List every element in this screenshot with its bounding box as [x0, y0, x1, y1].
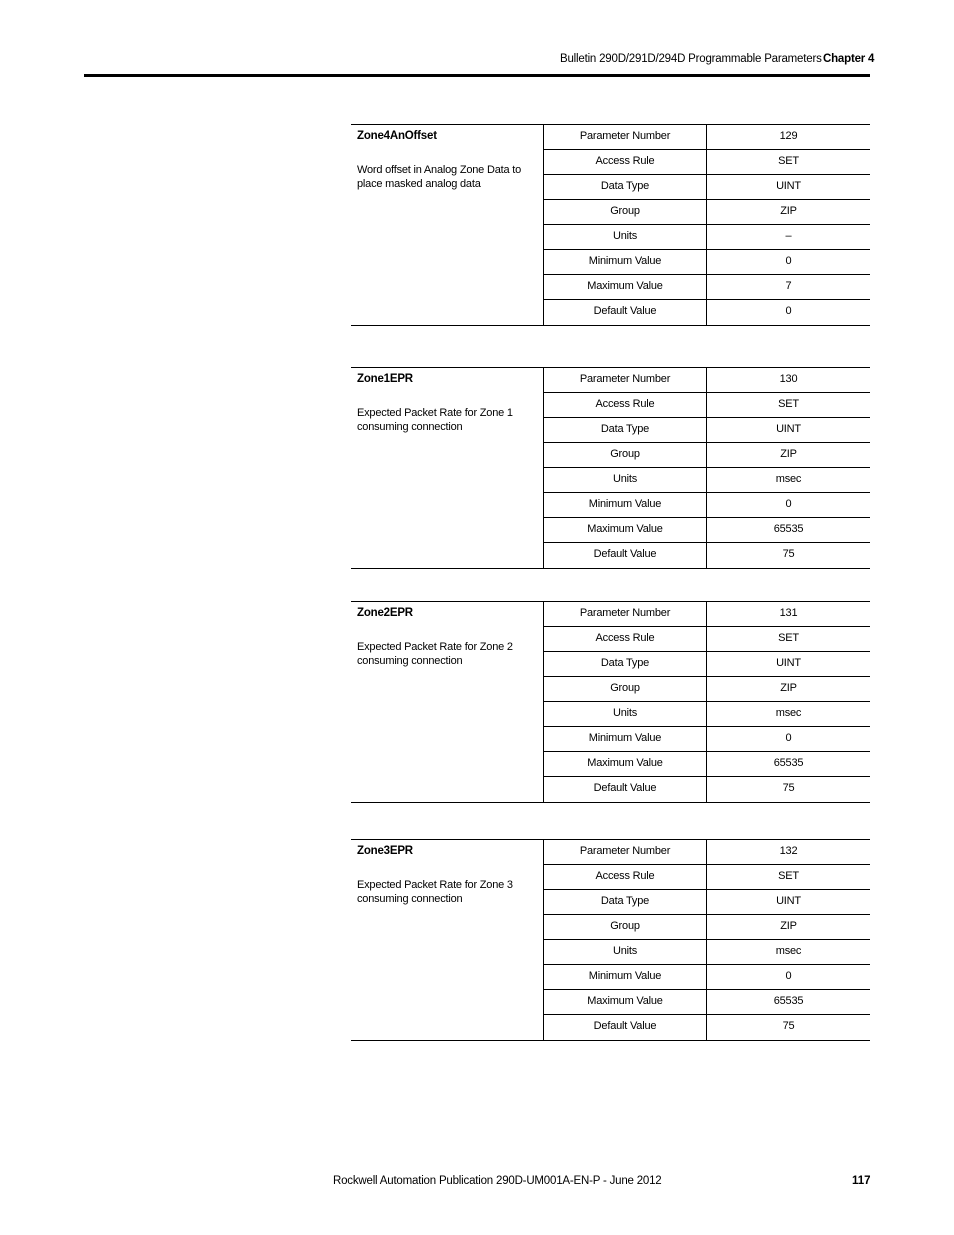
attribute-label: Minimum Value	[544, 250, 707, 274]
attribute-value: 130	[779, 373, 798, 385]
attribute-label: Default Value	[544, 1015, 707, 1040]
attribute-value: 131	[779, 607, 798, 619]
header-chapter: Chapter 4	[823, 53, 875, 65]
footer-publication: Rockwell Automation Publication 290D-UM001A-EN-P - June 2012	[333, 1175, 662, 1187]
attribute-label: Data Type	[544, 890, 707, 914]
attribute-label: Group	[544, 677, 707, 701]
parameter-description-cell	[351, 125, 544, 325]
attribute-value: msec	[775, 945, 802, 957]
parameter-description: Word offset in Analog Zone Data to place masked analog data	[357, 164, 522, 190]
attribute-row	[544, 990, 870, 1015]
attribute-row	[544, 418, 870, 443]
attribute-row	[544, 915, 870, 940]
attribute-value: UINT	[776, 423, 801, 435]
attribute-row	[544, 602, 870, 627]
attribute-row	[544, 652, 870, 677]
attribute-label: Default Value	[544, 300, 707, 325]
attribute-label: Maximum Value	[544, 752, 707, 776]
parameter-description-cell	[351, 840, 544, 1040]
footer-page-number: 117	[852, 1175, 871, 1187]
attribute-row	[544, 965, 870, 990]
attribute-value: SET	[778, 632, 799, 644]
attribute-row	[544, 677, 870, 702]
attribute-value: 75	[782, 782, 795, 794]
attribute-value: 0	[785, 255, 792, 267]
parameter-attributes	[544, 840, 870, 1040]
attribute-value: 0	[785, 305, 792, 317]
attribute-label: Parameter Number	[544, 840, 707, 864]
parameter-name: Zone2EPR	[357, 607, 413, 619]
attribute-label: Data Type	[544, 418, 707, 442]
attribute-label: Minimum Value	[544, 493, 707, 517]
parameter-name: Zone1EPR	[357, 373, 413, 385]
attribute-value: ZIP	[780, 448, 797, 460]
attribute-value: msec	[775, 707, 802, 719]
parameter-name: Zone3EPR	[357, 845, 413, 857]
attribute-value: ZIP	[780, 682, 797, 694]
attribute-value: ZIP	[780, 920, 797, 932]
attribute-label: Parameter Number	[544, 602, 707, 626]
attribute-label: Maximum Value	[544, 275, 707, 299]
attribute-value: UINT	[776, 657, 801, 669]
parameter-description-cell	[351, 368, 544, 568]
attribute-label: Maximum Value	[544, 518, 707, 542]
parameter-attributes	[544, 368, 870, 568]
attribute-row	[544, 443, 870, 468]
attribute-row	[544, 300, 870, 325]
attribute-label: Units	[544, 225, 707, 249]
attribute-row	[544, 468, 870, 493]
attribute-label: Access Rule	[544, 393, 707, 417]
attribute-value: SET	[778, 155, 799, 167]
attribute-label: Maximum Value	[544, 990, 707, 1014]
attribute-label: Access Rule	[544, 865, 707, 889]
attribute-row	[544, 150, 870, 175]
attribute-label: Default Value	[544, 543, 707, 568]
attribute-value: 75	[782, 1020, 795, 1032]
parameter-description: Expected Packet Rate for Zone 3 consuming connection	[357, 879, 513, 905]
attribute-label: Default Value	[544, 777, 707, 802]
attribute-label: Data Type	[544, 175, 707, 199]
attribute-value: –	[785, 230, 792, 242]
attribute-value: 0	[785, 498, 792, 510]
parameter-name: Zone4AnOffset	[357, 130, 437, 142]
attribute-value: 132	[779, 845, 798, 857]
attribute-value: 75	[782, 548, 795, 560]
attribute-value: 65535	[773, 995, 804, 1007]
attribute-row	[544, 940, 870, 965]
parameter-table	[351, 124, 870, 326]
parameter-table	[351, 839, 870, 1041]
attribute-label: Minimum Value	[544, 965, 707, 989]
attribute-label: Access Rule	[544, 627, 707, 651]
attribute-value: SET	[778, 398, 799, 410]
attribute-label: Group	[544, 915, 707, 939]
attribute-value: 65535	[773, 757, 804, 769]
attribute-value: SET	[778, 870, 799, 882]
attribute-label: Units	[544, 468, 707, 492]
attribute-value: 65535	[773, 523, 804, 535]
parameter-table	[351, 367, 870, 569]
header-rule	[84, 74, 870, 77]
parameter-attributes	[544, 602, 870, 802]
attribute-row	[544, 275, 870, 300]
parameter-table	[351, 601, 870, 803]
parameter-description: Expected Packet Rate for Zone 1 consuming connection	[357, 407, 513, 433]
attribute-value: msec	[775, 473, 802, 485]
attribute-row	[544, 865, 870, 890]
header-title: Bulletin 290D/291D/294D Programmable Parameters	[560, 53, 822, 65]
attribute-row	[544, 702, 870, 727]
attribute-value: ZIP	[780, 205, 797, 217]
attribute-label: Group	[544, 443, 707, 467]
attribute-row	[544, 777, 870, 802]
attribute-label: Units	[544, 702, 707, 726]
parameter-description: Expected Packet Rate for Zone 2 consuming connection	[357, 641, 513, 667]
attribute-row	[544, 175, 870, 200]
attribute-row	[544, 1015, 870, 1040]
attribute-row	[544, 890, 870, 915]
attribute-value: UINT	[776, 895, 801, 907]
attribute-row	[544, 125, 870, 150]
attribute-row	[544, 627, 870, 652]
attribute-value: 7	[785, 280, 792, 292]
attribute-row	[544, 393, 870, 418]
attribute-value: 129	[779, 130, 798, 142]
parameter-description-cell	[351, 602, 544, 802]
attribute-value: 0	[785, 732, 792, 744]
attribute-row	[544, 518, 870, 543]
attribute-label: Parameter Number	[544, 368, 707, 392]
attribute-label: Group	[544, 200, 707, 224]
attribute-row	[544, 727, 870, 752]
attribute-row	[544, 250, 870, 275]
attribute-label: Data Type	[544, 652, 707, 676]
attribute-row	[544, 752, 870, 777]
attribute-row	[544, 840, 870, 865]
parameter-attributes	[544, 125, 870, 325]
attribute-row	[544, 368, 870, 393]
attribute-label: Access Rule	[544, 150, 707, 174]
attribute-value: UINT	[776, 180, 801, 192]
attribute-row	[544, 493, 870, 518]
attribute-value: 0	[785, 970, 792, 982]
attribute-row	[544, 200, 870, 225]
attribute-label: Units	[544, 940, 707, 964]
attribute-label: Parameter Number	[544, 125, 707, 149]
attribute-row	[544, 543, 870, 568]
attribute-label: Minimum Value	[544, 727, 707, 751]
attribute-row	[544, 225, 870, 250]
